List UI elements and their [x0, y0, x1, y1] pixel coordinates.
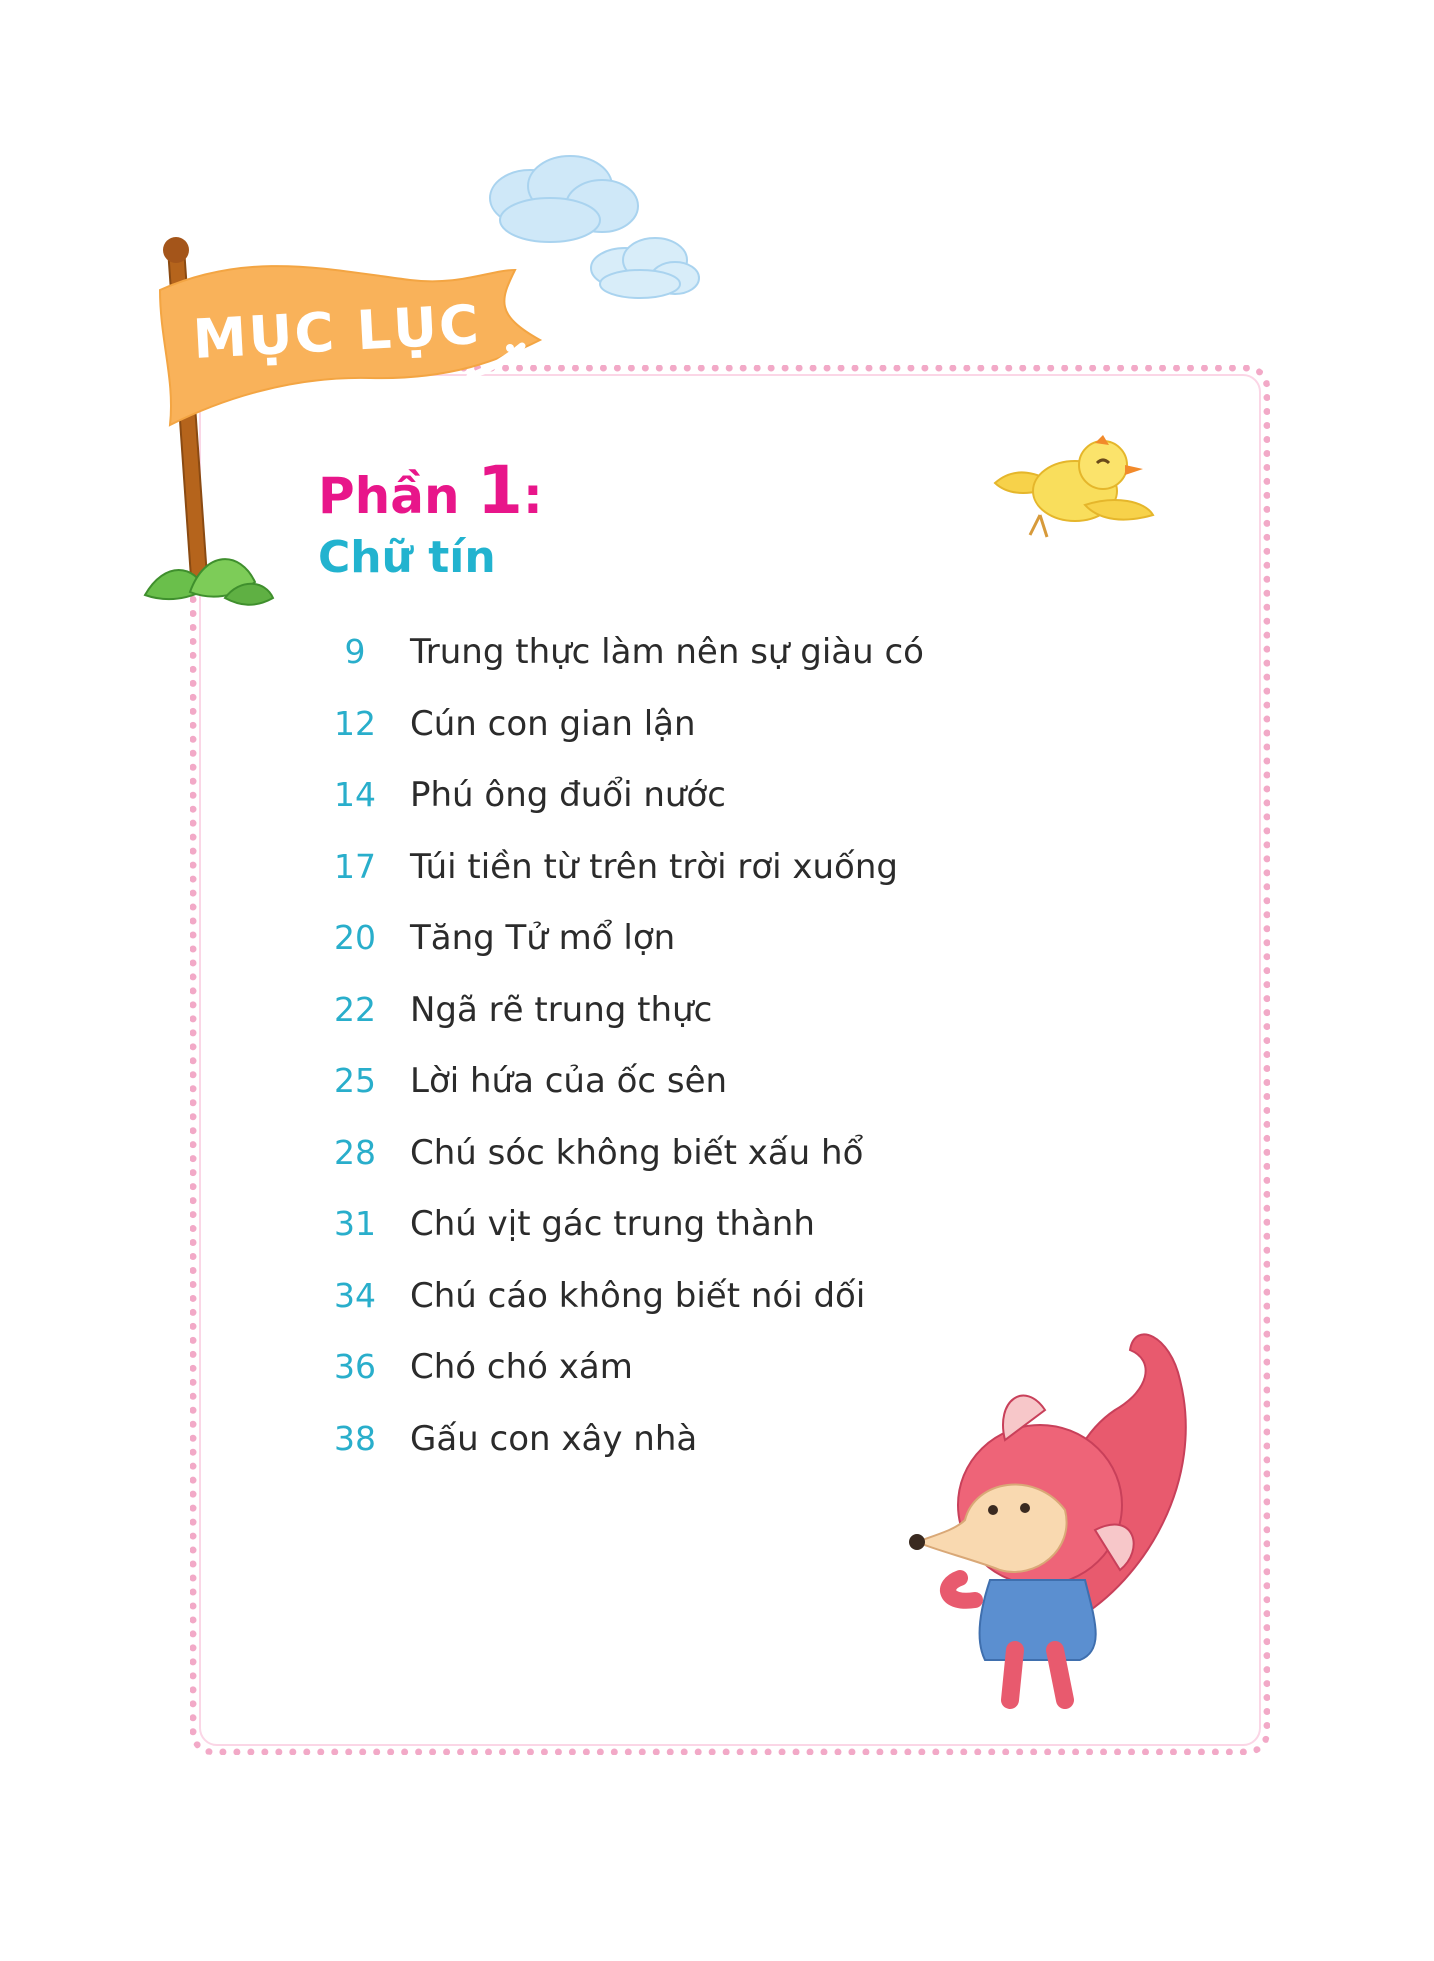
- part-label: Phần: [318, 467, 477, 525]
- toc-page-number: 9: [344, 632, 366, 671]
- toc-page-number: 14: [334, 775, 376, 814]
- part-number: 1: [476, 452, 523, 529]
- toc-entry-title: Chú sóc không biết xấu hổ: [410, 1132, 864, 1173]
- toc-entry[interactable]: [300, 990, 1000, 1062]
- toc-entry[interactable]: [300, 704, 1000, 776]
- toc-entry-title: Chó chó xám: [410, 1347, 633, 1387]
- toc-entry[interactable]: [300, 1347, 1000, 1419]
- part-subtitle: Chữ tín: [318, 532, 496, 583]
- part-suffix: :: [522, 467, 543, 525]
- toc-page-number: 34: [334, 1275, 376, 1315]
- toc-page-number: 28: [334, 1132, 376, 1172]
- toc-entry[interactable]: [300, 1133, 1000, 1205]
- toc-page-number: 22: [334, 989, 376, 1029]
- toc-entry-title: Phú ông đuổi nước: [410, 775, 726, 815]
- toc-entry[interactable]: [300, 1276, 1000, 1348]
- toc-page-number: 12: [334, 703, 376, 743]
- toc-entry[interactable]: [300, 918, 1000, 990]
- bird-icon: [985, 435, 1155, 545]
- toc-list: [300, 632, 1000, 1490]
- toc-entry[interactable]: [300, 775, 1000, 847]
- toc-entry[interactable]: [300, 1204, 1000, 1276]
- toc-entry-title: Trung thực làm nên sự giàu có: [410, 632, 924, 672]
- toc-entry[interactable]: [300, 1061, 1000, 1133]
- toc-entry-title: Tăng Tử mổ lợn: [410, 918, 676, 958]
- toc-entry-title: Lời hứa của ốc sên: [410, 1061, 728, 1101]
- toc-page-number: 20: [334, 918, 376, 957]
- toc-page-number: 25: [334, 1061, 376, 1100]
- toc-page-number: 31: [334, 1204, 376, 1243]
- toc-entry[interactable]: [300, 632, 1000, 704]
- toc-page-number: 17: [334, 846, 376, 886]
- toc-entry[interactable]: [300, 1419, 1000, 1491]
- toc-flag-title: MỤC LỤC: [191, 292, 483, 371]
- toc-entry-title: Gấu con xây nhà: [410, 1418, 698, 1459]
- leaves-icon: [135, 540, 275, 620]
- toc-page-number: 36: [334, 1347, 376, 1386]
- toc-entry[interactable]: [300, 847, 1000, 919]
- toc-entry-title: Cún con gian lận: [410, 703, 696, 744]
- toc-page-number: 38: [334, 1418, 376, 1458]
- part-heading: [318, 452, 543, 529]
- toc-entry-title: Chú cáo không biết nói dối: [410, 1275, 866, 1316]
- toc-entry-title: Ngã rẽ trung thực: [410, 989, 713, 1030]
- toc-entry-title: Chú vịt gác trung thành: [410, 1204, 815, 1244]
- toc-entry-title: Túi tiền từ trên trời rơi xuống: [410, 846, 898, 887]
